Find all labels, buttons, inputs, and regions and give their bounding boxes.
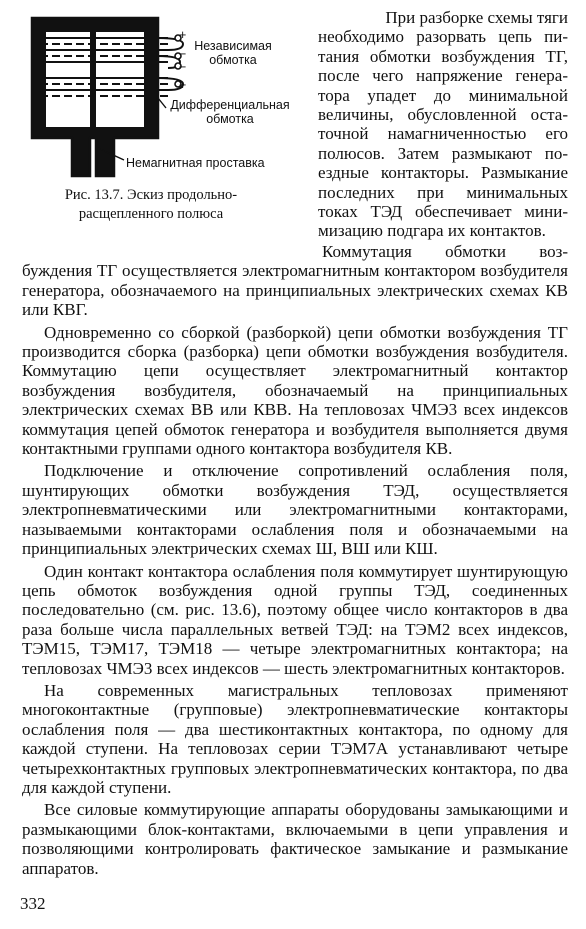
side-line: токах ТЭД обеспечивает мини- bbox=[318, 202, 568, 222]
minus-terminal-2: − bbox=[179, 60, 187, 74]
main-text bbox=[22, 242, 568, 878]
minus-terminal-1: − bbox=[179, 47, 187, 61]
paragraph: Все силовые коммутирующие аппараты оборудованы замыкающими и размыкающими блок-контактами, включаемыми в цепи управления и позволяющими контролировать фактическое замыкание и размыкание аппаратов. bbox=[22, 800, 568, 878]
side-line: полюсов. Затем размыкают по- bbox=[318, 143, 568, 163]
side-text-block bbox=[318, 8, 568, 241]
plus-terminal-1: + bbox=[179, 28, 187, 42]
paragraph: Один контакт контактора ослабления поля коммутирует шунтирующую цепь обмоток возбуждения одной группы ТЭД, соединенных последовательно (см. рис. 13.6), поэтому общее число контакторов в два раза больше числа параллельных ветвей ТЭД: на ТЭМ2 всех индексов, ТЭМ15, ТЭМ17, ТЭМ18 — четыре электромагнитных контактора; на тепловозах ЧМЭ3 всех индексов — шесть электромагнитных контакторов. bbox=[22, 561, 568, 678]
side-line: При разборке схемы тяги bbox=[385, 8, 568, 27]
side-line: тания обмотки возбуждения ТГ, bbox=[318, 46, 568, 66]
figure-caption: Рис. 13.7. Эскиз продольно-расщепленного полюса bbox=[64, 187, 238, 222]
paragraph: На современных магистральных тепловозах применяют многоконтактные (групповые) электропневматические контакторы ослабления поля — два шестиконтактных контактора, по одному для каждой ступени. На тепловозах серии ТЭМ7А устанавливают четыре четырехконтактных групповых электропневматических контактора, по два для каждой ступени. bbox=[22, 680, 568, 797]
plus-terminal-2: + bbox=[179, 78, 187, 92]
label-independent-winding: Независимая обмотка bbox=[194, 39, 272, 67]
side-line: мизацию подгара их контактов. bbox=[318, 221, 546, 241]
page-number: 332 bbox=[20, 894, 46, 913]
paragraph: Подключение и отключение сопротивлений ослабления поля, шунтирующих обмотки возбуждения ТЭД, осуществляется электропневматическими или электромагнитными контакторами, называемыми контакторами ослабления поля и обозначаемыми на принципиальных электрических схемах Ш, ВШ или КШ. bbox=[22, 461, 568, 559]
side-line: ездные контакторы. Размыкание bbox=[318, 163, 568, 183]
paragraph: Коммутация обмотки воз-буждения ТГ осуществляется электромагнитным контактором возбудителя генератора, обозначаемого на принципиальных электрических схемах КВ или КВГ. bbox=[22, 242, 568, 320]
paragraph: Одновременно со сборкой (разборкой) цепи обмотки возбуждения ТГ производится сборка (разборка) цепи обмотки возбуждения возбудителя. Коммутацию цепи осуществляет электромагнитный контактор возбуждения возбудителя, обозначаемый на принципиальных электрических схемах ВВ или КВВ. На тепловозах ЧМЭ3 всех индексов коммутация цепей обмоток генератора и возбудителя выполняется двумя контактными группами одного контактора возбудителя КВ. bbox=[22, 322, 568, 459]
side-line: последних при минимальных bbox=[318, 182, 568, 202]
label-nonmagnetic-spacer: Немагнитная проставка bbox=[126, 156, 265, 170]
side-line: необходимо разорвать цепь пи- bbox=[318, 27, 568, 47]
side-line: величины, обусловленной оста- bbox=[318, 105, 568, 125]
side-line: после чего напряжение генера- bbox=[318, 66, 568, 86]
label-differential-winding: Дифференциальная обмотка bbox=[170, 98, 290, 126]
side-line: точной намагниченностью его bbox=[318, 124, 568, 144]
side-line: тора упадет до минимальной bbox=[318, 85, 568, 105]
